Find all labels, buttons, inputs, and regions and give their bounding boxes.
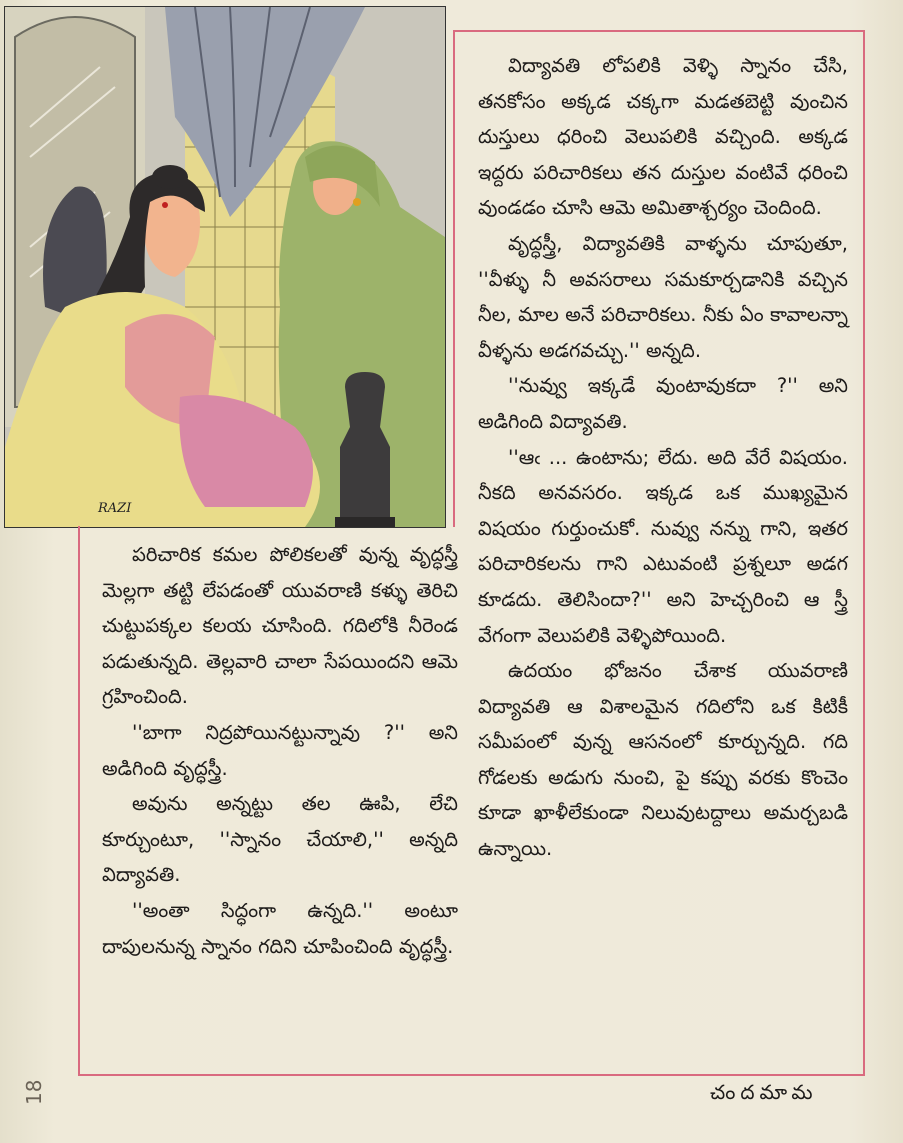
paragraph: పరిచారిక కమల పోలికలతో వున్న వృద్ధస్త్రీ మెల్లగా తట్టి లేపడంతో యువరాణి కళ్ళు తెరిచి చుట్టుపక్కల కలయ చూసింది. గదిలోకి నీరెండ పడుతున్నది. తెల్లవారి చాలా సేపయిందని ఆమె గ్రహించింది. xyxy=(102,543,458,709)
paragraph: ''అంతా సిద్ధంగా ఉన్నది.'' అంటూ దాపులనున్న స్నానం గదిని చూపించింది వృద్ధస్త్రీ. xyxy=(102,898,458,958)
paragraph: వృద్ధస్త్రీ, విద్యావతికి వాళ్ళను చూపుతూ, ''వీళ్ళు నీ అవసరాలు సమకూర్చడానికి వచ్చిన నీల, మాల అనే పరిచారికలు. నీకు ఏం కావాలన్నా వీళ్ళను అడగవచ్చు.'' అన్నది. xyxy=(478,231,848,362)
illustration-drawing xyxy=(5,7,445,527)
paragraph: విద్యావతి లోపలికి వెళ్ళి స్నానం చేసి, తనకోసం అక్కడ చక్కగా మడతబెట్టి వుంచిన దుస్తులు ధరించి వెలుపలికి వచ్చింది. అక్కడ ఇద్దరు పరిచారికలు తన దుస్తుల వంటివే ధరించి వుండడం చూసి ఆమె అమితాశ్చర్యం చెందింది. xyxy=(478,54,848,220)
paragraph: ''ఆఁ ... ఉంటాను; లేదు. అది వేరే విషయం. నీకది అనవసరం. ఇక్కడ ఒక ముఖ్యమైన విషయం గుర్తుంచుకో. నువ్వు నన్ను గాని, ఇతర పరిచారికలను గాని ఎటువంటి ప్రశ్నలూ అడగ కూడదు. తెలిసిందా?'' అని హెచ్చరించి ఆ స్త్రీ వేగంగా వెలుపలికి వెళ్ళిపోయింది. xyxy=(478,445,848,647)
artist-signature: RAZI xyxy=(98,501,132,516)
page-number: 18 xyxy=(22,1079,46,1105)
paragraph: అవును అన్నట్టు తల ఊపి, లేచి కూర్చుంటూ, ''స్నానం చేయాలి,'' అన్నది విద్యావతి. xyxy=(102,792,458,887)
paragraph: ''నువ్వు ఇక్కడే వుంటావుకదా ?'' అని అడిగింది విద్యావతి. xyxy=(478,374,848,433)
left-text-column xyxy=(102,537,458,964)
right-text-column xyxy=(478,48,848,867)
story-illustration xyxy=(4,6,446,528)
magazine-name: చందమామ xyxy=(710,1080,818,1104)
paragraph: ''బాగా నిద్రపోయినట్టున్నావు ?'' అని అడిగింది వృద్ధస్త్రీ. xyxy=(102,720,458,780)
paragraph: ఉదయం భోజనం చేశాక యువరాణి విద్యావతి ఆ విశాలమైన గదిలోని ఒక కిటికీ సమీపంలో వున్న ఆసనంలో కూర్చున్నది. గది గోడలకు అడుగు నుంచి, పై కప్పు వరకు కొంచెం కూడా ఖాళీలేకుండా నిలువుటద్దాలు అమర్చబడి ఉన్నాయి. xyxy=(478,659,848,861)
